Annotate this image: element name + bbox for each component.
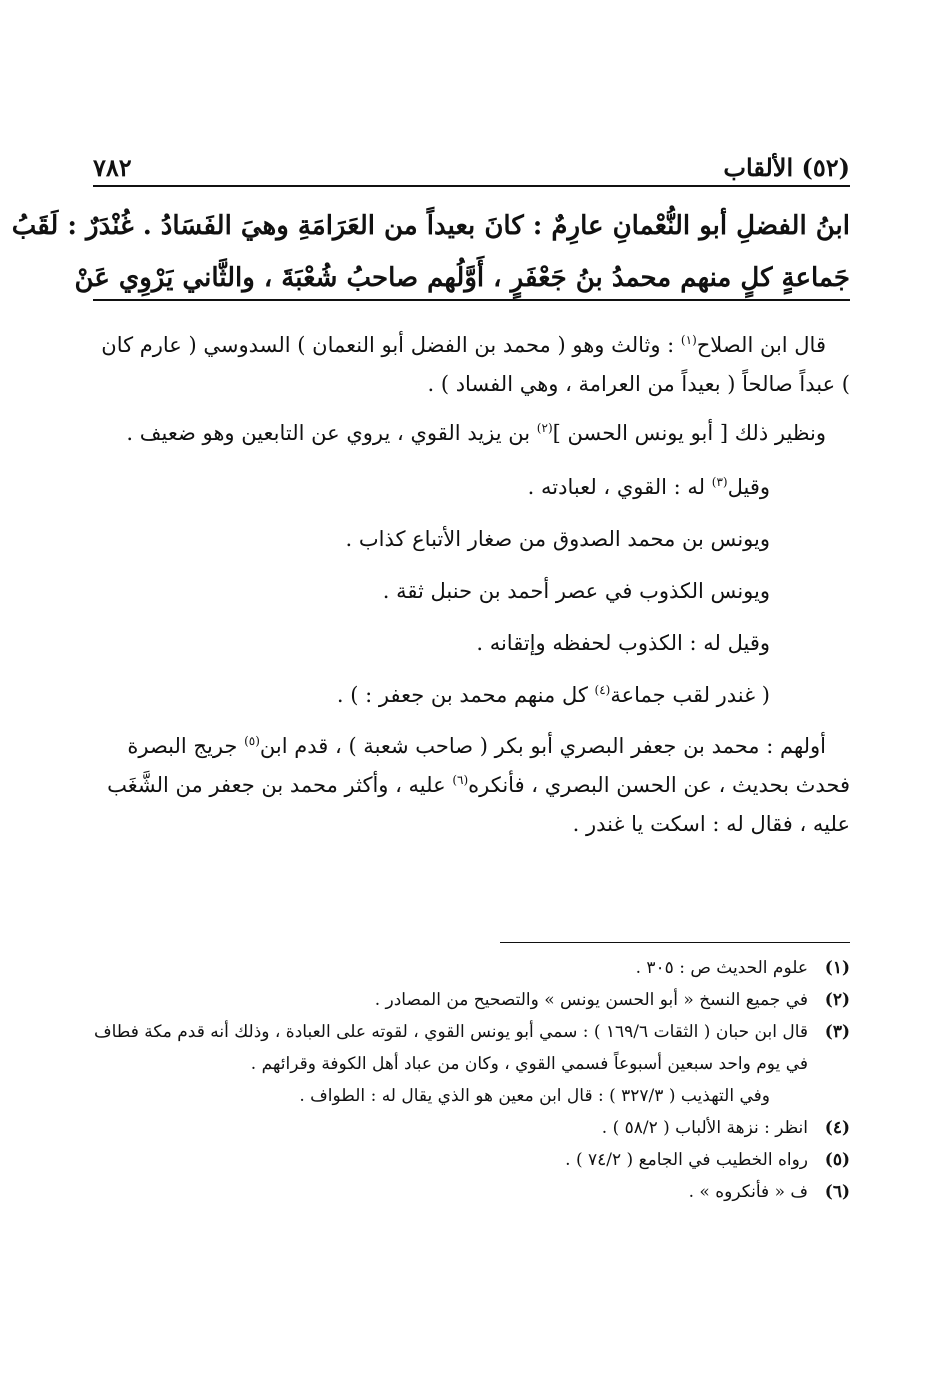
commentary-paragraph-7: ( غندر لقب جماعة$^{(٤)}$ كل منهم محمد بن جعفر : ) . [336,683,770,707]
commentary-paragraph-5: ويونس الكذوب في عصر أحمد بن حنبل ثقة . [382,579,770,603]
footnote-6 [93,1176,850,1208]
header-rule [93,185,850,187]
commentary-paragraph-8: أولهم : محمد بن جعفر البصري أبو بكر ( صاحب شعبة ) ، قدم ابن$^{(٥)}$ جريج البصرة فحدث بحديث ، عن الحسن البصري ، فأنكره$^{(٦)}$ عليه ، وأكثر محمد بن جعفر من الشَّغَب عليه ، فقال له : اسكت يا غندر . [107,734,850,836]
footnote-number: (٦) [824,1182,850,1202]
footnote-text: في جميع النسخ « أبو الحسن يونس » والتصحيح من المصادر . [374,990,808,1010]
footnote-number: (٢) [824,990,850,1010]
matn-rule [93,299,850,301]
footnote-ref: (٥) [244,734,260,748]
footnote-text: انظر : نزهة الألباب ( ٥٨/٢ ) . [601,1118,808,1138]
footnote-2 [93,984,850,1016]
section-title: (٥٢) الألقاب [723,153,850,182]
matn-line-1: ابنُ الفضلِ أبو النُّعْمانِ عارِمٌ : كانَ بعيداً من العَرَامَةِ وهيَ الفَسَادُ . غُنْدَرٌ : لَقَبُ [11,211,850,241]
commentary-paragraph-2: ونظير ذلك [ أبو يونس الحسن ]$^{(٢)}$ بن يزيد القوي ، يروي عن التابعين وهو ضعيف . [126,421,826,445]
footnote-text: قال ابن حبان ( الثقات ١٦٩/٦ ) : سمي أبو يونس القوي ، لقوته على العبادة ، وذلك أنه قدم مكة فطاف في يوم واحد سبعين أسبوعاً فسمي القوي ، وكان من عباد أهل الكوفة وقرائهم . [93,1022,808,1074]
commentary-paragraph-1: قال ابن الصلاح$^{(١)}$ : وثالث وهو ( محمد بن الفضل أبو النعمان ) السدوسي ( عارم كان ) عبداً صالحاً ( بعيداً من العرامة ، وهي الفساد ) . [101,333,850,396]
footnote-ref: (١) [680,333,697,347]
footnote-4 [93,1112,850,1144]
commentary-paragraph-6: وقيل له : الكذوب لحفظه وإتقانه . [476,631,770,655]
commentary [93,326,850,854]
footnote-3 [93,1016,850,1080]
running-header [93,142,850,182]
matn-line-2: جَماعةٍ كلٍ منهم محمدُ بنُ جَعْفَرٍ ، أَوَّلُهم صاحبُ شُعْبَةَ ، والثَّاني يَرْوِي عَنْ [74,263,850,293]
footnote-1 [93,952,850,984]
footnote-text: علوم الحديث ص : ٣٠٥ . [635,958,808,978]
page-number: ٧٨٢ [93,153,132,182]
footnote-ref: (٦) [452,773,469,787]
footnote-text: وفي التهذيب ( ٣٢٧/٣ ) : قال ابن معين هو الذي يقال له : الطواف . [299,1086,770,1106]
footnote-3-continued [93,1080,850,1112]
footnote-ref: (٤) [594,683,611,697]
footnote-ref: (٢) [536,421,553,435]
matn-text [11,200,850,304]
footnote-number: (٣) [824,1022,850,1042]
footnote-ref: (٣) [711,475,728,489]
footnote-text: ف « فأنكروه » . [688,1182,808,1202]
commentary-paragraph-3: وقيل$^{(٣)}$ له : القوي ، لعبادته . [527,475,770,499]
footnote-number: (١) [824,958,850,978]
commentary-paragraph-4: ويونس بن محمد الصدوق من صغار الأتباع كذاب . [345,527,770,551]
footnote-number: (٥) [824,1150,850,1170]
footnote-rule [500,942,850,943]
footnote-number: (٤) [824,1118,850,1138]
footnote-text: رواه الخطيب في الجامع ( ٧٤/٢ ) . [565,1150,808,1170]
footnote-5 [93,1144,850,1176]
footnotes [93,952,850,1208]
